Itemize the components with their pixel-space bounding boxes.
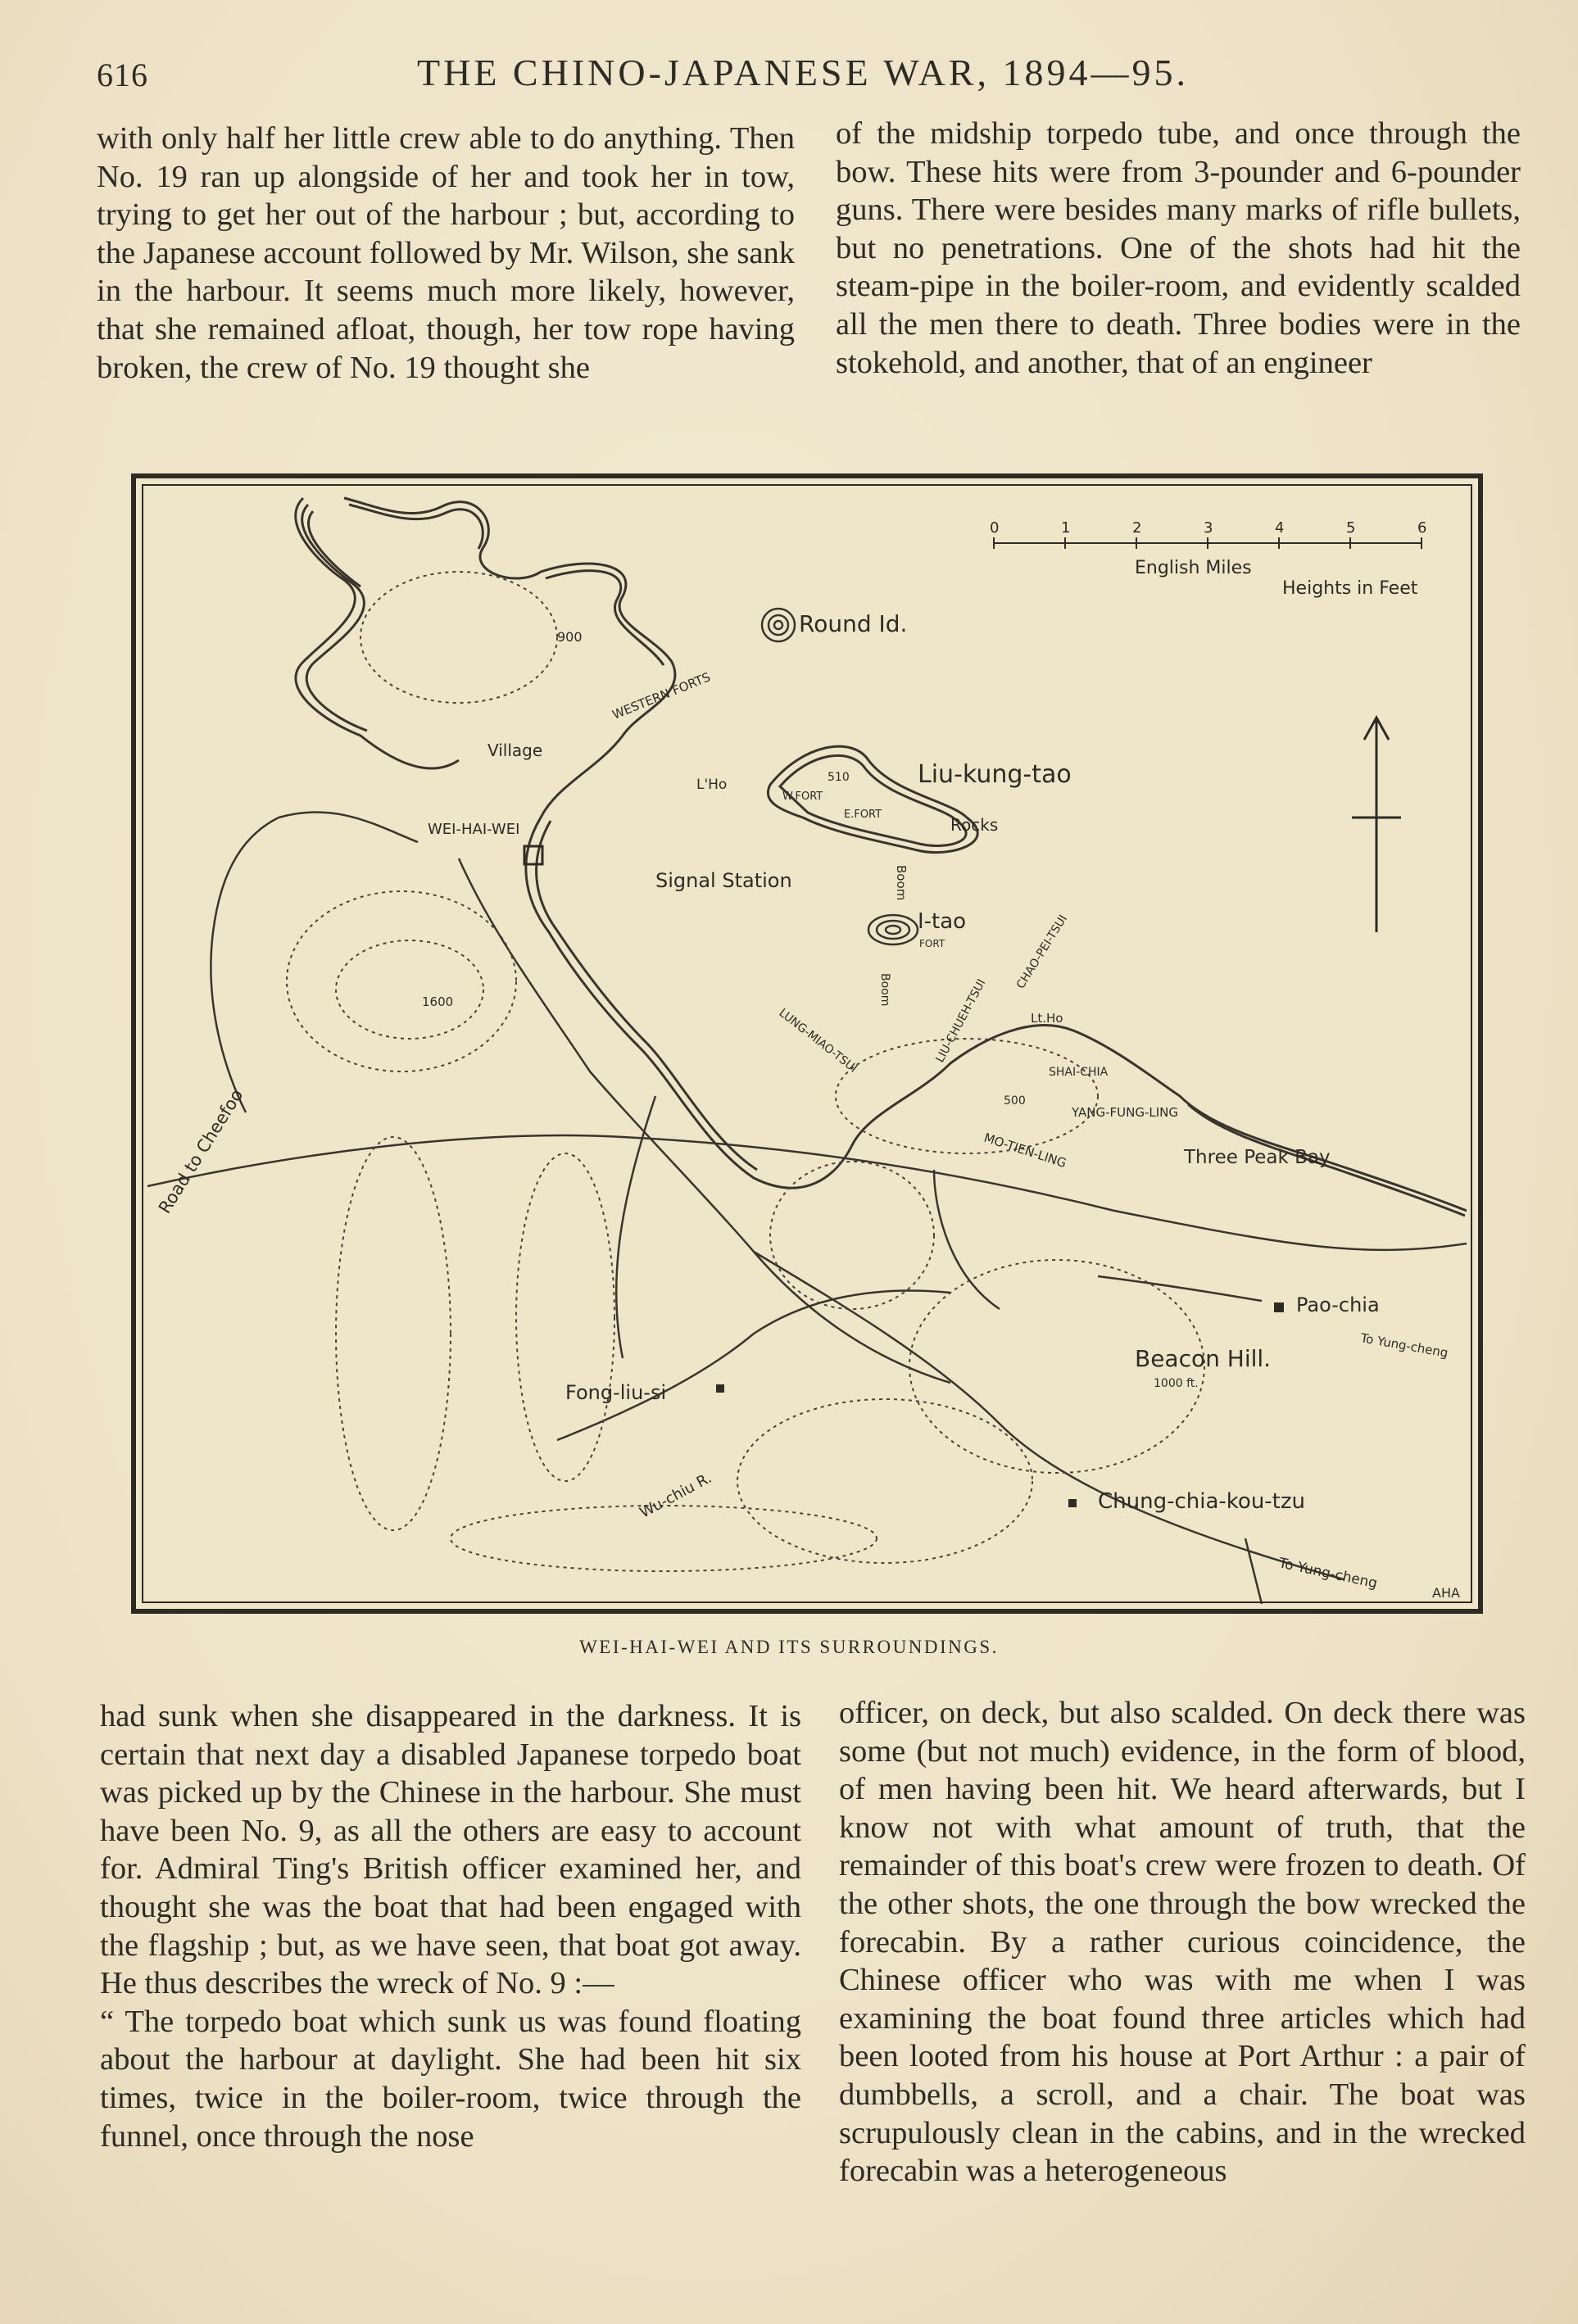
scale-tick: 6: [1417, 519, 1427, 537]
map-label-to-yung-cheng: To Yung-cheng: [1276, 1555, 1379, 1592]
map-label-lt-ho: Lt.Ho: [1031, 1011, 1063, 1026]
map-label-pao-chia: Pao-chia: [1296, 1293, 1380, 1316]
heights-label: Heights in Feet: [1282, 578, 1418, 599]
map-label-fong-liu-si: Fong-liu-si: [565, 1381, 667, 1404]
map-label-round-island: Round Id.: [799, 610, 908, 637]
map-drawing: [131, 473, 1483, 1614]
map-label-height: 510: [828, 771, 850, 784]
map-label-height: 1600: [422, 994, 454, 1009]
scale-tick: 2: [1132, 519, 1142, 537]
text-column-top-left: [97, 120, 795, 387]
scale-tick: 5: [1346, 519, 1356, 537]
map-label-i-tao: I-tao: [918, 909, 967, 934]
map-label-chung-chia-kou-tzu: Chung-chia-kou-tzu: [1098, 1489, 1306, 1514]
map-label-road-to-cheefoo: Road to Cheefoo: [154, 1085, 247, 1217]
map-label-yang-fung-ling: YANG-FUNG-LING: [1072, 1105, 1179, 1120]
map-label-height: 900: [557, 629, 583, 645]
map-label-shai-chia: SHAI-CHIA: [1049, 1066, 1109, 1079]
map-label-liu-chueh-tsui: LIU-CHUEH-TSUI: [933, 976, 989, 1065]
map-artist-signature: AHA: [1432, 1585, 1460, 1601]
map-figure: [131, 473, 1483, 1614]
map-label-wu-chiu-river: Wu-chiu R.: [637, 1469, 715, 1522]
map-caption: WEI-HAI-WEI AND ITS SURROUNDINGS.: [579, 1637, 999, 1657]
map-label-boom: Boom: [878, 973, 891, 1007]
scale-tick: 4: [1275, 519, 1285, 537]
map-label-height: 500: [1004, 1094, 1026, 1108]
map-label-lung-miao-tsui: LUNG-MIAO-TSUI: [776, 1006, 860, 1076]
map-label-chao-pei-tsui: CHAO-PEI-TSUI: [1013, 913, 1071, 992]
scale-label: English Miles: [1135, 558, 1252, 578]
map-label-three-peak-bay: Three Peak Bay: [1184, 1147, 1331, 1168]
map-label-fort: FORT: [919, 938, 945, 949]
map-label-e-fort: E.FORT: [844, 809, 882, 821]
map-label-beacon-hill: Beacon Hill.: [1135, 1345, 1272, 1372]
scale-tick: 1: [1061, 519, 1071, 537]
map-label-w-fort: W.FORT: [782, 791, 823, 803]
map-label-western-forts: WESTERN FORTS: [610, 669, 713, 723]
paragraph: had sunk when she disappeared in the darkness. It is certain that next day a disabled Japanese torpedo boat was picked up by the Chinese in the harbour. She must have been No. 9, as all the others are easy to account for. Admiral Ting's British officer examined her, and thought she was the boat that had been engaged with the flagship ; but, as we have seen, that boat got away. He thus describes the wreck of No. 9 :—: [100, 1699, 801, 2001]
map-label-to-yung-cheng: To Yung-cheng: [1359, 1330, 1449, 1361]
text-column-bottom-right: [839, 1694, 1526, 2190]
map-label-height: 1000 ft.: [1154, 1377, 1199, 1390]
map-label-lh: L'Ho: [696, 777, 728, 793]
text-column-top-right: [836, 115, 1521, 382]
page-header: [90, 51, 1516, 100]
map-label-village: Village: [487, 741, 543, 760]
map-label-liu-kung-tao: Liu-kung-tao: [918, 760, 1072, 789]
paragraph: of the midship torpedo tube, and once through the bow. These hits were from 3-pounder and 6-pounder guns. There were besides many marks of rifle bullets, but no penetrations. One of the shots had hit the steam-pipe in the boiler-room, and evidently scalded all the men there to death. Three bodies were in the stokehold, and another, that of an engineer: [836, 116, 1521, 380]
map-label-boom: Boom: [894, 865, 909, 901]
paragraph: officer, on deck, but also scalded. On deck there was some (but not much) evidence, in the form of blood, of men having been hit. We heard afterwards, but I know not with what amount of truth, that the remainder of this boat's crew were frozen to death. Of the other shots, the one through the bow wrecked the forecabin. By a rather curious coincidence, the Chinese officer who was with me when I was examining the boat found three articles which had been looted from his house at Port Arthur : a pair of dumbbells, a scroll, and a chair. The boat was scrupulously clean in the cabins, and in the wrecked forecabin was a heterogeneous: [839, 1696, 1526, 2189]
text-column-bottom-left: [100, 1697, 801, 2155]
map-label-rocks: Rocks: [950, 815, 999, 835]
page-number: 616: [97, 57, 148, 93]
paragraph: with only half her little crew able to do anything. Then No. 19 ran up alongside of her and took her in tow, trying to get her out of the harbour ; but, according to the Japanese account followed by Mr. Wilson, she sank in the harbour. It seems much more likely, however, that she remained afloat, though, her tow rope having broken, the crew of No. 19 thought she: [97, 121, 795, 385]
map-label-signal-station: Signal Station: [655, 869, 792, 892]
map-label-mo-tien-ling: MO-TIEN-LING: [982, 1130, 1068, 1171]
scale-tick: 0: [990, 519, 1000, 537]
map-label-wei-hai-wei: WEI-HAI-WEI: [428, 821, 520, 838]
running-title: THE CHINO-JAPANESE WAR, 1894—95.: [417, 52, 1189, 93]
quoted-paragraph: “ The torpedo boat which sunk us was found floating about the harbour at daylight. She had been hit six times, twice in the boiler-room, twice through the funnel, once through the nose: [100, 2004, 801, 2154]
scale-tick: 3: [1204, 519, 1213, 537]
